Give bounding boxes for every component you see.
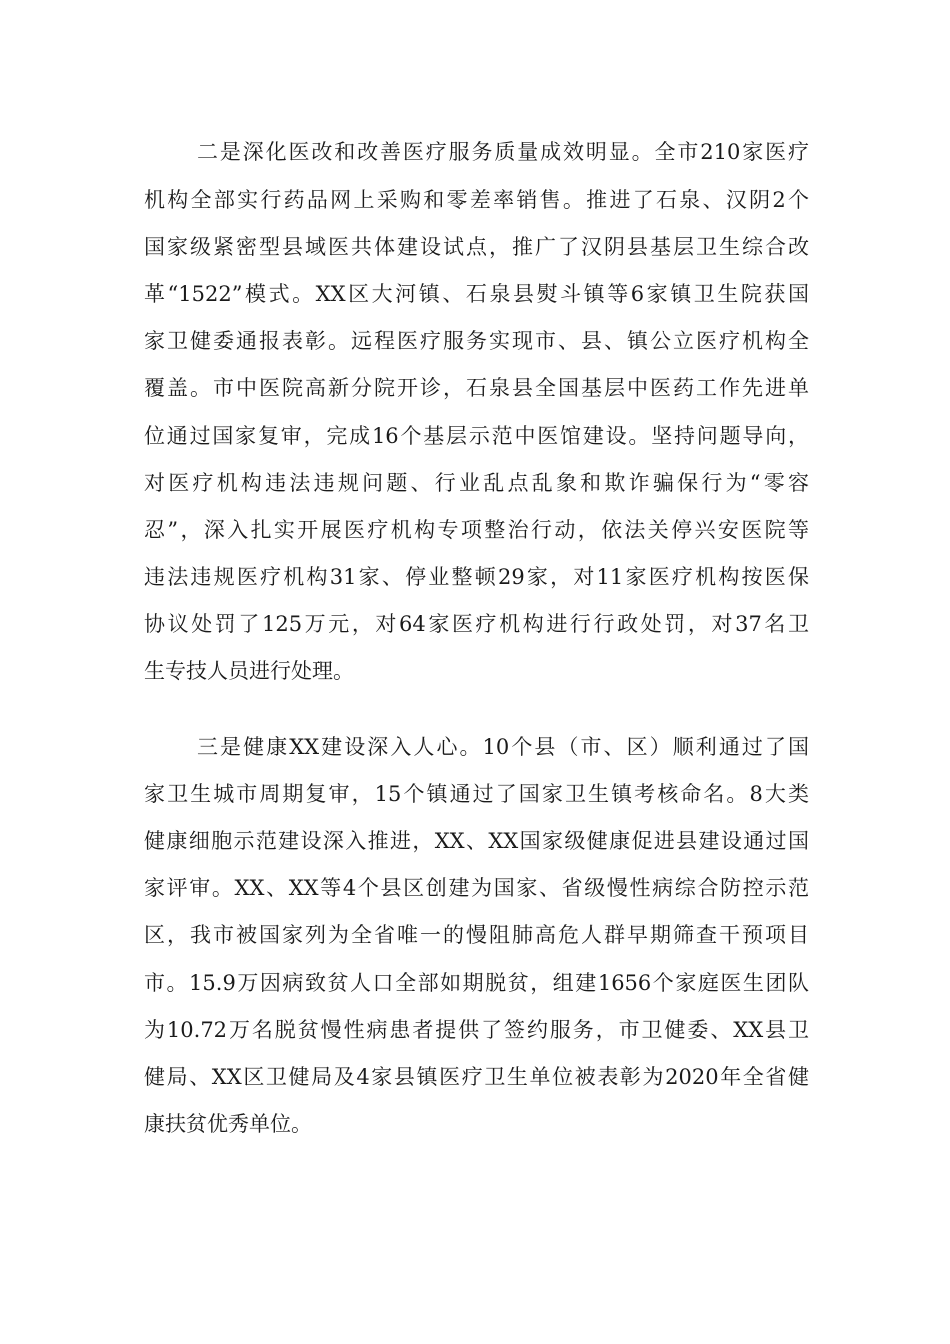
text-line: 健康细胞示范建设深入推进，XX、XX国家级健康促进县建设通过国: [144, 829, 809, 853]
text-line: 康扶贫优秀单位。: [144, 1112, 312, 1136]
text-line: 位通过国家复审，完成16个基层示范中医馆建设。坚持问题导向，: [144, 424, 809, 448]
text-line: 市。15.9万因病致贫人口全部如期脱贫，组建1656个家庭医生团队: [144, 971, 809, 995]
text-line: 区，我市被国家列为全省唯一的慢阻肺高危人群早期筛查干预项目: [144, 923, 809, 947]
text-line: 对医疗机构违法违规问题、行业乱点乱象和欺诈骗保行为“零容: [144, 471, 809, 495]
text-line: 革“1522”模式。XX区大河镇、石泉县熨斗镇等6家镇卫生院获国: [144, 282, 809, 306]
text-line: 国家级紧密型县域医共体建设试点，推广了汉阴县基层卫生综合改: [144, 235, 809, 259]
text-line: 违法违规医疗机构31家、停业整顿29家，对11家医疗机构按医保: [144, 565, 809, 589]
text-line: 二是深化医改和改善医疗服务质量成效明显。全市210家医疗: [197, 140, 809, 164]
text-line: 覆盖。市中医院高新分院开诊，石泉县全国基层中医药工作先进单: [144, 376, 809, 400]
text-line: 家卫健委通报表彰。远程医疗服务实现市、县、镇公立医疗机构全: [144, 329, 809, 353]
text-line: 三是健康XX建设深入人心。10个县（市、区）顺利通过了国: [197, 735, 809, 759]
text-line: 机构全部实行药品网上采购和零差率销售。推进了石泉、汉阴2个: [144, 188, 809, 212]
text-line: 为10.72万名脱贫慢性病患者提供了签约服务，市卫健委、XX县卫: [144, 1018, 809, 1042]
text-line: 家卫生城市周期复审，15个镇通过了国家卫生镇考核命名。8大类: [144, 782, 809, 806]
text-line: 家评审。XX、XX等4个县区创建为国家、省级慢性病综合防控示范: [144, 876, 809, 900]
text-line: 生专技人员进行处理。: [144, 659, 354, 683]
text-line: 协议处罚了125万元，对64家医疗机构进行行政处罚，对37名卫: [144, 612, 809, 636]
text-line: 忍”，深入扎实开展医疗机构专项整治行动，依法关停兴安医院等: [144, 518, 809, 542]
text-line: 健局、XX区卫健局及4家县镇医疗卫生单位被表彰为2020年全省健: [144, 1065, 809, 1089]
